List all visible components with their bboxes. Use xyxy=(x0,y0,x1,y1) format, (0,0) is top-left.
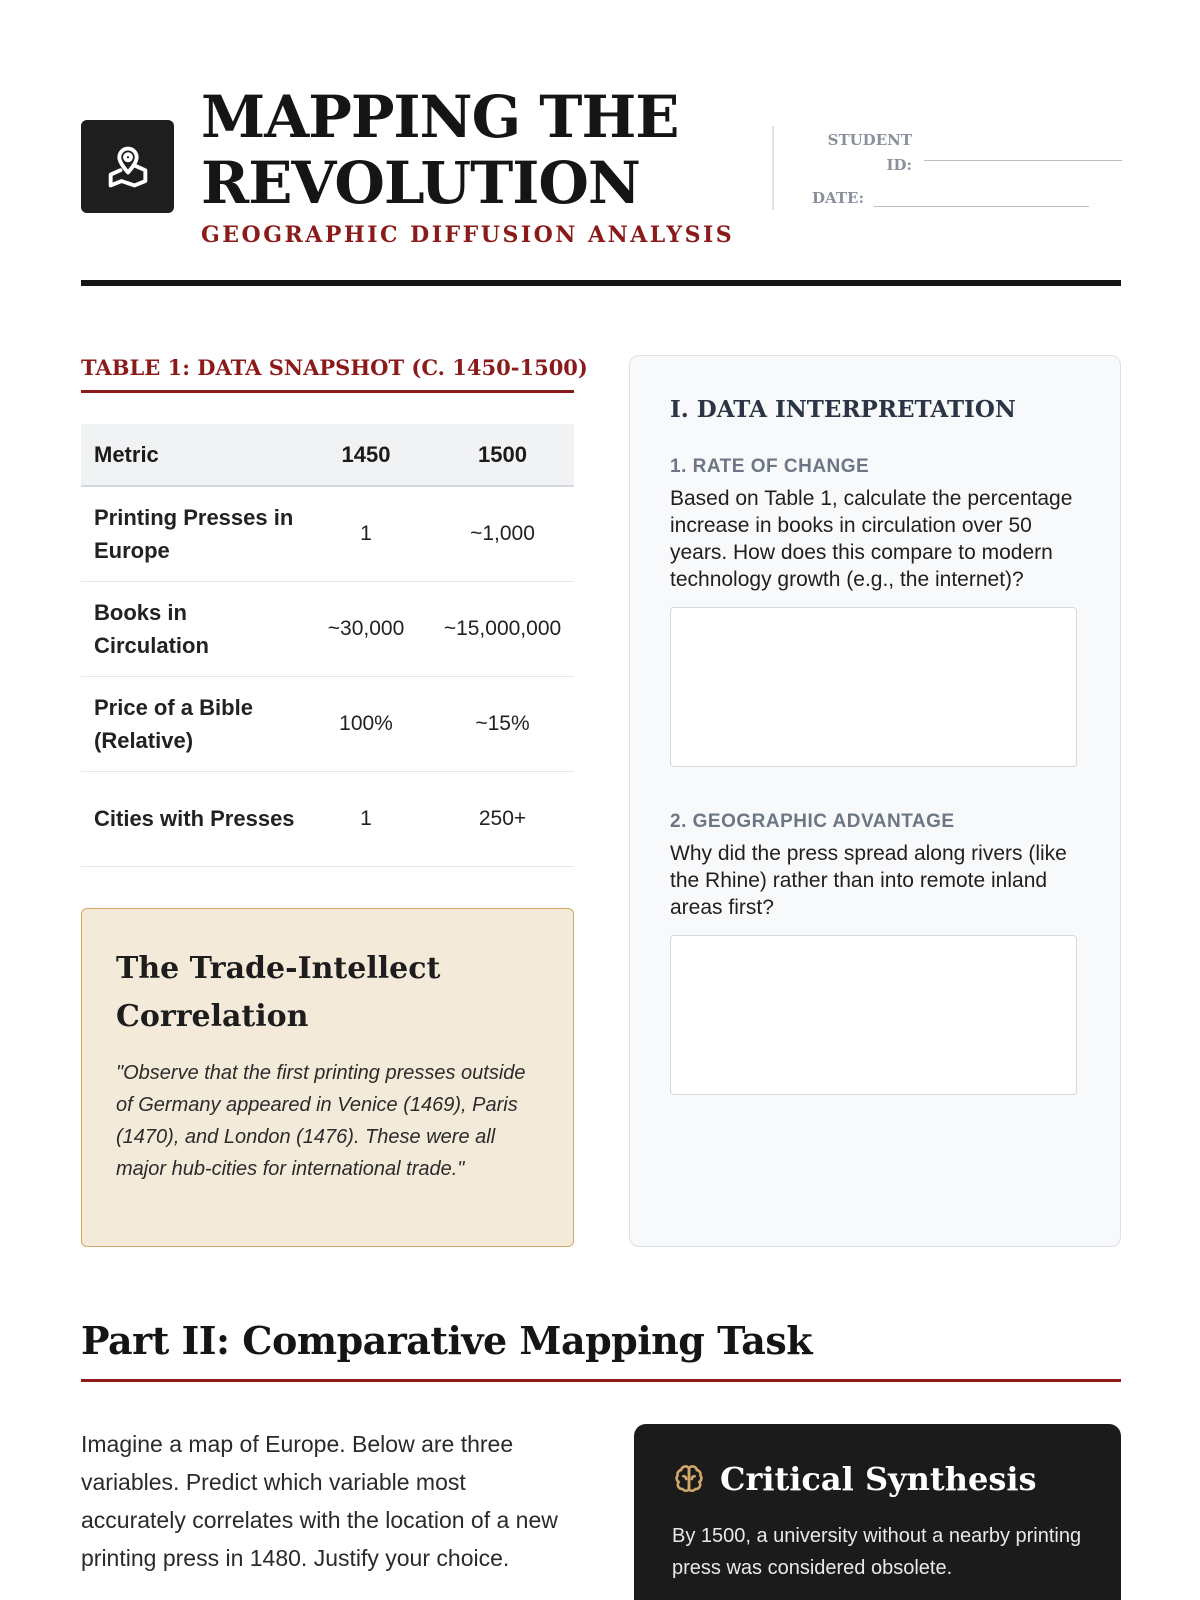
answer-box-geographic-advantage[interactable] xyxy=(670,935,1077,1095)
header-divider xyxy=(81,280,1121,286)
date-field[interactable] xyxy=(874,201,1089,207)
synthesis-title-row xyxy=(672,1460,1083,1498)
page-title xyxy=(201,84,678,216)
column-header: 1450 xyxy=(301,424,431,486)
value-cell: 100% xyxy=(301,676,431,771)
question-text: Why did the press spread along rivers (like the Rhine) rather than into remote inland areas first? xyxy=(670,842,1067,919)
value-cell: ~15% xyxy=(431,676,574,771)
table-title: TABLE 1: DATA SNAPSHOT (C. 1450-1500) xyxy=(81,355,574,393)
student-id-label: STUDENT ID: xyxy=(827,131,912,174)
question-text: Based on Table 1, calculate the percentage increase in books in circulation over 50 years. How does this compare to modern technology growth (e.g., the internet)? xyxy=(670,487,1073,591)
callout-quote: "Observe that the first printing presses outside of Germany appeared in Venice (1469), Paris (1470), and London (1476). These were all major hub-cities for international trade." xyxy=(116,1062,526,1180)
table-row xyxy=(81,486,574,581)
value-cell: ~15,000,000 xyxy=(431,581,574,676)
brain-icon xyxy=(672,1462,706,1496)
synthesis-title: Critical Synthesis xyxy=(720,1460,1037,1498)
metric-cell: Printing Presses in Europe xyxy=(81,486,301,581)
interpretation-heading: I. DATA INTERPRETATION xyxy=(670,396,1016,423)
value-cell: 250+ xyxy=(431,771,574,866)
student-meta xyxy=(772,126,1122,210)
value-cell: ~1,000 xyxy=(431,486,574,581)
table-row xyxy=(81,771,574,866)
title-line-2: REVOLUTION xyxy=(201,149,640,217)
column-header: Metric xyxy=(81,424,301,486)
title-line-1: MAPPING THE xyxy=(201,83,679,151)
student-id-field[interactable] xyxy=(924,155,1122,161)
logo xyxy=(81,120,174,213)
callout-title: The Trade-Intellect Correlation xyxy=(116,951,441,1034)
value-cell: 1 xyxy=(301,771,431,866)
value-cell: 1 xyxy=(301,486,431,581)
answer-box-rate-of-change[interactable] xyxy=(670,607,1077,767)
synthesis-box xyxy=(634,1424,1121,1600)
metric-cell: Cities with Presses xyxy=(81,771,301,866)
callout-box xyxy=(81,908,574,1247)
page-header xyxy=(81,84,1121,290)
column-header: 1500 xyxy=(431,424,574,486)
question-label: 1. RATE OF CHANGE xyxy=(670,456,870,477)
metric-cell: Price of a Bible (Relative) xyxy=(81,676,301,771)
part2-heading: Part II: Comparative Mapping Task xyxy=(81,1318,1121,1382)
interpretation-panel xyxy=(629,355,1121,1247)
table-row xyxy=(81,676,574,771)
data-table xyxy=(81,424,574,867)
page-subtitle: GEOGRAPHIC DIFFUSION ANALYSIS xyxy=(201,222,735,248)
part2-intro: Imagine a map of Europe. Below are three variables. Predict which variable most accurately correlates with the location of a new printing press in 1480. Justify your choice. xyxy=(81,1431,558,1571)
map-pin-icon xyxy=(102,141,154,193)
synthesis-text: By 1500, a university without a nearby printing press was considered obsolete. xyxy=(672,1525,1082,1579)
date-label: DATE: xyxy=(812,189,864,207)
table-row xyxy=(81,581,574,676)
table-header-row xyxy=(81,424,574,486)
metric-cell: Books in Circulation xyxy=(81,581,301,676)
value-cell: ~30,000 xyxy=(301,581,431,676)
question-label: 2. GEOGRAPHIC ADVANTAGE xyxy=(670,811,955,832)
